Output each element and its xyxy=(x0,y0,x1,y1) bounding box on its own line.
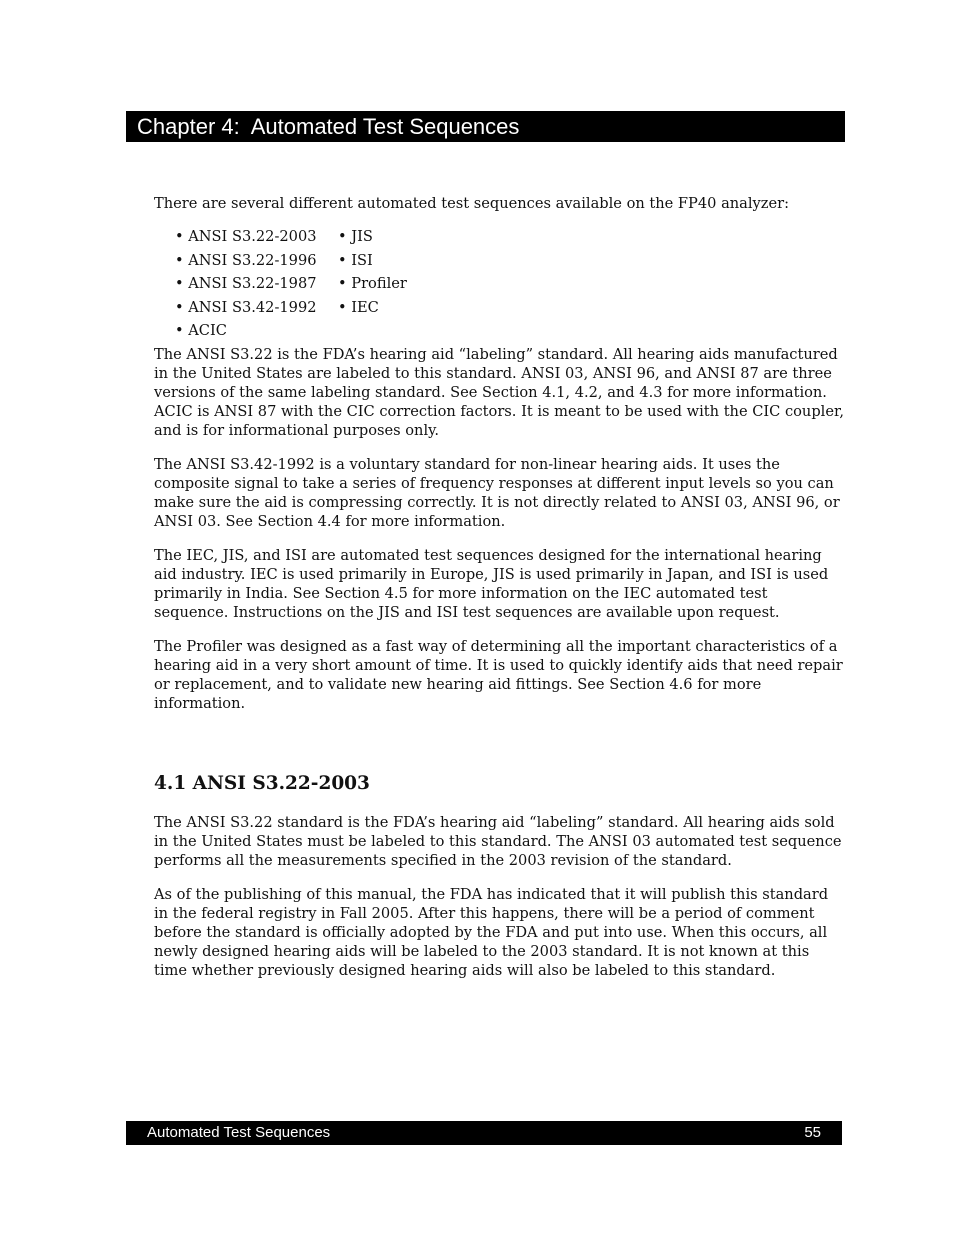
page-body xyxy=(154,194,844,995)
footer-title: Automated Test Sequences xyxy=(147,1124,331,1141)
test-sequence-list xyxy=(175,227,844,340)
section-paragraph: As of the publishing of this manual, the FDA has indicated that it will publish this standard in the federal registry in Fall 2005. After this happens, there will be a period of comment before the standard is officially adopted by the FDA and put into use. When this occurs, all newly designed hearing aids will be labeled to the 2003 standard. It is not known at this time whether previously designed hearing aids will also be labeled to this standard. xyxy=(154,886,829,979)
paragraph-ansi-s322: The ANSI S3.22 is the FDA’s hearing aid “labeling” standard. All hearing aids manufactured in the United States are labeled to this standard. ANSI 03, ANSI 96, and ANSI 87 are three versions of the same labeling standard. See Section 4.1, 4.2, and 4.3 for more information. ACIC is ANSI 87 with the CIC correction factors. It is meant to be used with the CIC coupler, and is for informational purposes only. xyxy=(154,346,844,439)
list-item: • ISI xyxy=(338,251,373,269)
list-item: • ANSI S3.22-1996 xyxy=(175,251,317,269)
section-paragraph: The ANSI S3.22 standard is the FDA’s hearing aid “labeling” standard. All hearing aids sold in the United States must be labeled to this standard. The ANSI 03 automated test sequence performs all the measurements specified in the 2003 revision of the standard. xyxy=(154,814,842,869)
page-number: 55 xyxy=(804,1124,821,1141)
paragraph-profiler: The Profiler was designed as a fast way of determining all the important characteristics of a hearing aid in a very short amount of time. It is used to quickly identify aids that need repair or replacement, and to validate new hearing aid fittings. See Section 4.6 for more information. xyxy=(154,638,843,712)
chapter-title: Chapter 4: Automated Test Sequences xyxy=(126,111,845,142)
list-item: • Profiler xyxy=(338,275,407,292)
section-heading: 4.1 ANSI S3.22-2003 xyxy=(154,773,370,794)
intro-paragraph: There are several different automated test sequences available on the FP40 analyzer: xyxy=(154,195,790,212)
page-footer xyxy=(126,1121,842,1145)
list-item: • JIS xyxy=(338,228,373,245)
list-item: • ANSI S3.22-1987 xyxy=(175,275,317,292)
list-item: • IEC xyxy=(338,298,379,316)
list-item: • ANSI S3.42-1992 xyxy=(175,298,317,316)
list-item: • ACIC xyxy=(175,322,227,339)
paragraph-ansi-s342: The ANSI S3.42-1992 is a voluntary standard for non-linear hearing aids. It uses the composite signal to take a series of frequency responses at different input levels so you can make sure the aid is compressing correctly. It is not directly related to ANSI 03, ANSI 96, or ANSI 03. See Section 4.4 for more information. xyxy=(154,456,840,530)
list-item: • ANSI S3.22-2003 xyxy=(175,228,317,245)
paragraph-iec-jis-isi: The IEC, JIS, and ISI are automated test sequences designed for the international hearing aid industry. IEC is used primarily in Europe, JIS is used primarily in Japan, and ISI is used primarily in India. See Section 4.5 for more information on the IEC automated test sequence. Instructions on the JIS and ISI test sequences are available upon request. xyxy=(154,547,829,621)
